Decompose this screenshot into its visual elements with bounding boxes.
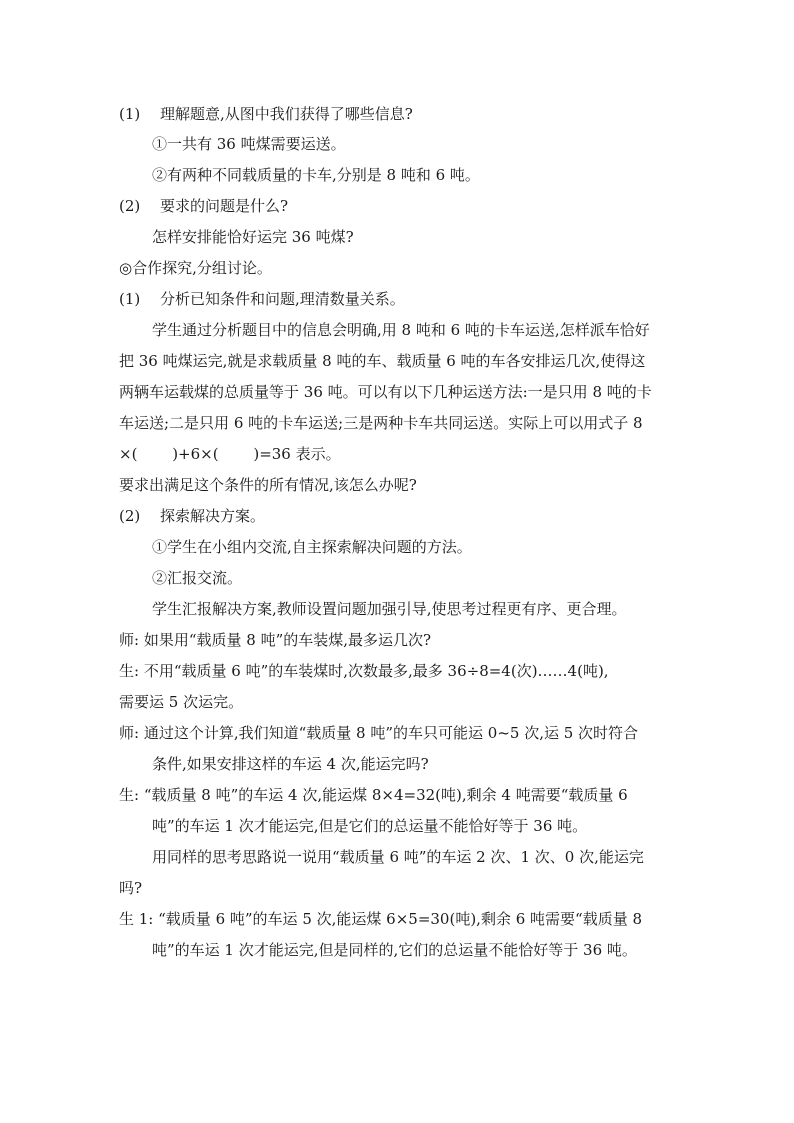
paragraph-line: 车运送;二是只用 6 吨的卡车运送;三是两种卡车共同运送。实际上可以用式子 8 — [119, 414, 643, 432]
paragraph-line: 把 36 吨煤运完,就是求载质量 8 吨的车、载质量 6 吨的车各安排运几次,使得这 — [119, 352, 646, 370]
dialogue-student-cont: 吨”的车运 1 次才能运完,但是它们的总运量不能恰好等于 36 吨。 — [152, 817, 588, 835]
formula-line: ×( )+6×( )=36 表示。 — [119, 445, 341, 463]
dialogue-student-cont: 需要运 5 次运完。 — [119, 693, 244, 711]
paragraph-line: 吗? — [119, 879, 143, 897]
step-item-1: ①学生在小组内交流,自主探索解决问题的方法。 — [152, 538, 472, 556]
step-2-heading: (2) 探索解决方案。 — [119, 507, 266, 525]
dialogue-teacher-cont: 条件,如果安排这样的车运 4 次,能运完吗? — [152, 755, 429, 773]
paragraph-line: 两辆车运载煤的总质量等于 36 吨。可以有以下几种运送方法:一是只用 8 吨的卡 — [119, 383, 652, 401]
dialogue-student: 生: “载质量 8 吨”的车运 4 次,能运煤 8×4=32(吨),剩余 4 吨需要“载质量 6 — [119, 786, 628, 804]
dialogue-teacher: 师: 如果用“载质量 8 吨”的车装煤,最多运几次? — [119, 631, 432, 649]
question-1-heading: (1) 理解题意,从图中我们获得了哪些信息? — [119, 105, 413, 123]
section-heading-cooperate: ◎合作探究,分组讨论。 — [119, 259, 272, 277]
question-2-answer: 怎样安排能恰好运完 36 吨煤? — [152, 228, 354, 246]
step-item-2: ②汇报交流。 — [152, 569, 243, 587]
dialogue-student-1: 生 1: “载质量 6 吨”的车运 5 次,能运煤 6×5=30(吨),剩余 6 吨需要“载质量 8 — [119, 910, 643, 928]
dialogue-teacher: 师: 通过这个计算,我们知道“载质量 8 吨”的车只可能运 0~5 次,运 5 次时符合 — [119, 724, 639, 742]
dialogue-student-1-cont: 吨”的车运 1 次才能运完,但是同样的,它们的总运量不能恰好等于 36 吨。 — [152, 941, 637, 959]
paragraph-line: 学生通过分析题目中的信息会明确,用 8 吨和 6 吨的卡车运送,怎样派车恰好 — [152, 321, 650, 339]
step-1-heading: (1) 分析已知条件和问题,理清数量关系。 — [119, 290, 405, 308]
question-2-heading: (2) 要求的问题是什么? — [119, 197, 289, 215]
dialogue-student: 生: 不用“载质量 6 吨”的车装煤时,次数最多,最多 36÷8=4(次)……4(吨), — [119, 662, 609, 680]
paragraph-line: 用同样的思考思路说一说用“载质量 6 吨”的车运 2 次、1 次、0 次,能运完 — [152, 848, 644, 866]
paragraph-line: 要求出满足这个条件的所有情况,该怎么办呢? — [119, 476, 417, 494]
info-item-2: ②有两种不同载质量的卡车,分别是 8 吨和 6 吨。 — [152, 166, 480, 184]
info-item-1: ①一共有 36 吨煤需要运送。 — [152, 135, 346, 153]
paragraph-line: 学生汇报解决方案,教师设置问题加强引导,使思考过程更有序、更合理。 — [152, 600, 627, 618]
